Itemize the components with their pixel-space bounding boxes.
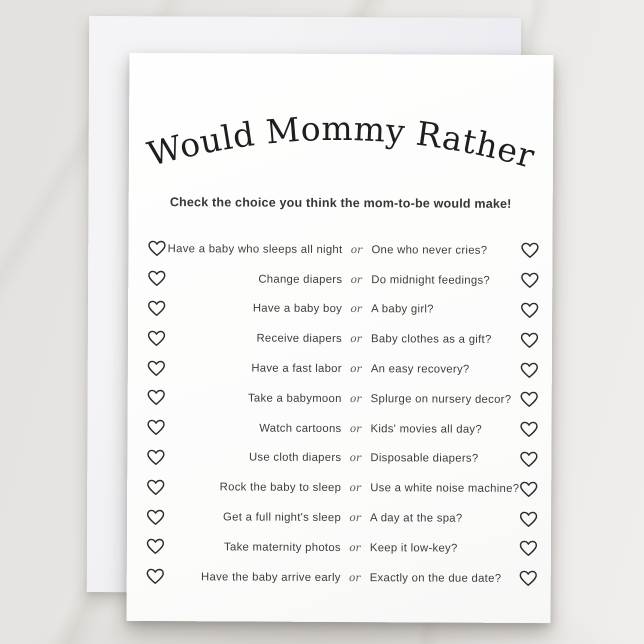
question-row (128, 323, 552, 355)
heart-outline-icon (146, 538, 165, 555)
game-card (127, 53, 554, 623)
option-left: Use cloth diapers (248, 451, 342, 465)
heart-outline-icon (520, 332, 539, 349)
or-label: or (349, 482, 361, 495)
or-label: or (349, 512, 361, 525)
or-label: or (350, 333, 362, 346)
or-label: or (349, 571, 361, 584)
heart-outline-icon (147, 330, 166, 347)
option-right: Disposable diapers? (370, 452, 479, 466)
question-list (127, 234, 553, 594)
option-right: A day at the spa? (370, 512, 463, 525)
heart-outline-icon (519, 570, 538, 587)
option-right: Use a white noise machine? (370, 482, 520, 496)
heart-outline-icon (147, 360, 166, 377)
option-left: Take maternity photos (224, 541, 341, 554)
option-right: Keep it low-key? (369, 542, 458, 555)
question-row (127, 413, 551, 445)
option-left: Have the baby arrive early (201, 570, 341, 584)
heart-outline-icon (147, 240, 166, 257)
heart-outline-icon (520, 272, 539, 289)
heart-outline-icon (147, 300, 166, 317)
option-left: Receive diapers (256, 332, 343, 346)
option-right: Exactly on the due date? (369, 571, 502, 585)
option-left: Watch cartoons (259, 422, 342, 435)
heart-outline-icon (520, 362, 539, 379)
heart-outline-icon (146, 449, 165, 466)
or-label: or (349, 452, 362, 465)
heart-outline-icon (519, 540, 538, 557)
or-label: or (349, 541, 361, 554)
heart-outline-icon (146, 479, 165, 496)
option-left: Have a fast labor (251, 362, 342, 376)
question-row (127, 562, 551, 594)
option-left: Get a full night's sleep (223, 511, 342, 525)
heart-outline-icon (146, 509, 165, 526)
or-label: or (349, 392, 362, 405)
heart-outline-icon (520, 242, 539, 259)
option-left: Rock the baby to sleep (219, 481, 342, 495)
option-right: Kids' movies all day? (370, 422, 482, 436)
question-row (128, 353, 552, 385)
or-label: or (350, 303, 362, 316)
card-subtitle: Check the choice you think the mom-to-be would make! (169, 195, 512, 211)
heart-outline-icon (147, 270, 166, 287)
card-title: Would Mommy Rather (143, 108, 540, 176)
card-title-arc (129, 53, 554, 205)
or-label: or (350, 363, 362, 376)
heart-outline-icon (146, 568, 165, 585)
option-left: Change diapers (258, 273, 343, 286)
option-right: Do midnight feedings? (371, 273, 491, 287)
question-row (127, 532, 551, 564)
option-right: Splurge on nursery decor? (370, 393, 512, 406)
or-label: or (350, 273, 363, 286)
heart-outline-icon (520, 302, 539, 319)
question-row (127, 472, 551, 504)
heart-outline-icon (519, 511, 538, 528)
heart-outline-icon (519, 481, 538, 498)
option-right: Baby clothes as a gift? (370, 333, 492, 347)
option-right: One who never cries? (371, 244, 488, 257)
heart-outline-icon (520, 391, 539, 408)
option-right: An easy recovery? (370, 363, 470, 376)
option-left: Take a babymoon (247, 392, 342, 405)
question-row (128, 234, 552, 266)
question-row (127, 502, 551, 534)
heart-outline-icon (146, 419, 165, 436)
heart-outline-icon (519, 421, 538, 438)
question-row (128, 293, 552, 325)
svg-text:Would Mommy Rather (143, 108, 539, 176)
or-label: or (350, 243, 363, 257)
heart-outline-icon (519, 451, 538, 468)
option-right: A baby girl? (371, 303, 434, 316)
option-left: Have a baby who sleeps all night (167, 242, 343, 256)
or-label: or (349, 422, 362, 435)
question-row (127, 442, 551, 474)
question-row (128, 264, 552, 296)
question-row (128, 383, 552, 415)
option-left: Have a baby boy (252, 303, 343, 316)
heart-outline-icon (147, 389, 166, 406)
